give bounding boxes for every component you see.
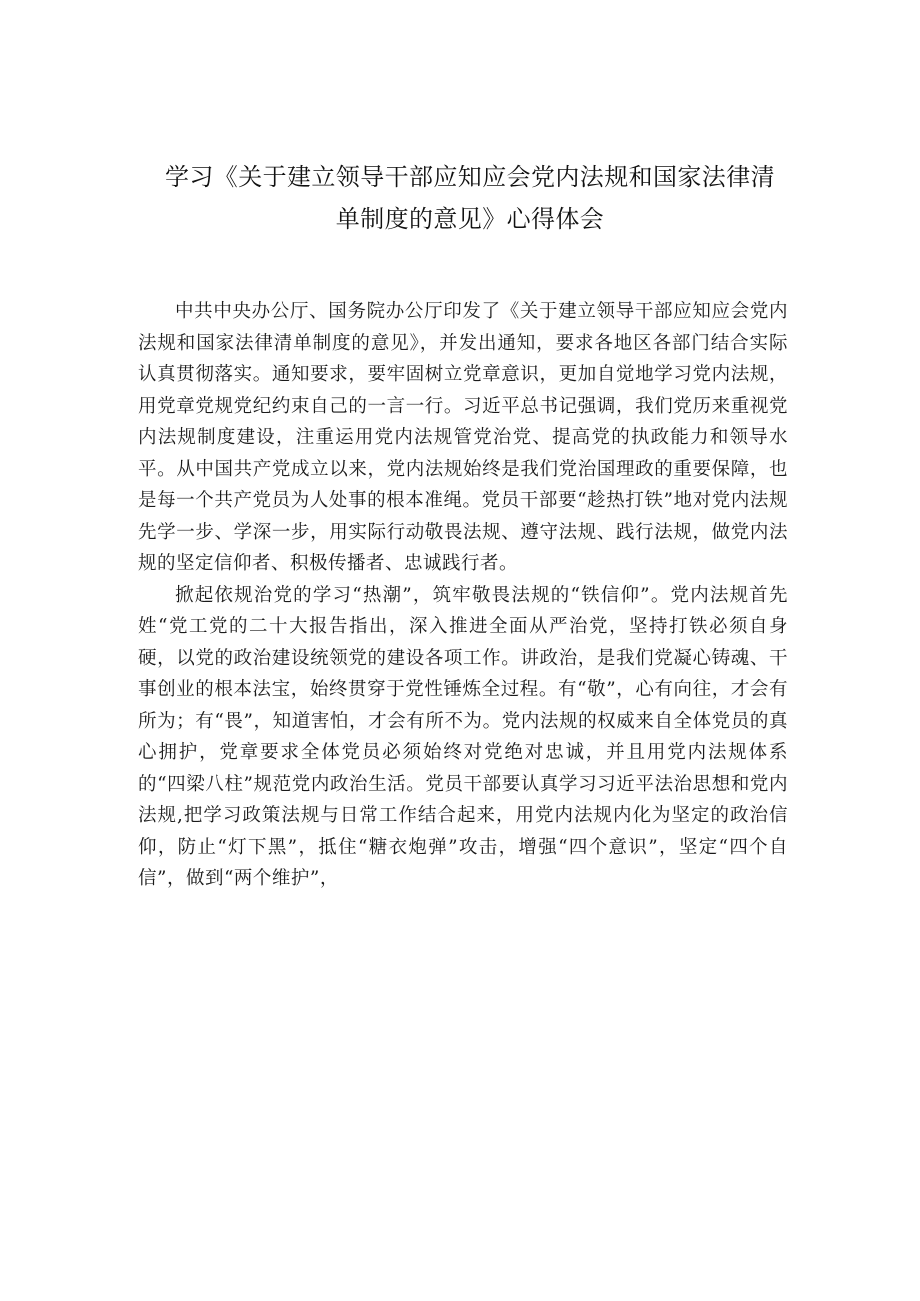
title-line-2: 单制度的意见》心得体会 xyxy=(335,205,605,233)
document-title xyxy=(150,156,790,240)
paragraph-1: 中共中央办公厅、国务院办公厅印发了《关于建立领导干部应知应会党内法规和国家法律清单制度的意见》，并发出通知，要求各地区各部门结合实际认真贯彻落实。通知要求，要牢固树立党章意识，更加自觉地学习党内法规，用党章党规党纪约束自己的一言一行。习近平总书记强调，我们党历来重视党内法规制度建设，注重运用党内法规管党治党、提高党的执政能力和领导水平。从中国共产党成立以来，党内法规始终是我们党治国理政的重要保障，也是每一个共产党员为人处事的根本准绳。党员干部要“趁热打铁”地对党内法规先学一步、学深一步，用实际行动敬畏法规、遵守法规、践行法规，做党内法规的坚定信仰者、积极传播者、忠诚践行者。 xyxy=(138,301,788,574)
title-line-1: 学习《关于建立领导干部应知应会党内法规和国家法律清 xyxy=(165,163,775,191)
document-body xyxy=(138,296,788,895)
paragraph-2: 掀起依规治党的学习“热潮”，筑牢敬畏法规的“铁信仰”。党内法规首先姓“党工党的二十大报告指出，深入推进全面从严治党，坚持打铁必须自身硬，以党的政治建设统领党的建设各项工作。讲政治，是我们党凝心铸魂、干事创业的根本法宝，始终贯穿于党性锤炼全过程。有“敬”，心有向往，才会有所为；有“畏”，知道害怕，才会有所不为。党内法规的权威来自全体党员的真心拥护，党章要求全体党员必须始终对党绝对忠诚，并且用党内法规体系的“四梁八柱”规范党内政治生活。党员干部要认真学习习近平法治思想和党内法规,把学习政策法规与日常工作结合起来，用党内法规内化为坚定的政治信仰，防止“灯下黑”，抵住“糖衣炮弹”攻击，增强“四个意识”，坚定“四个自信”，做到“两个维护”， xyxy=(138,584,788,889)
